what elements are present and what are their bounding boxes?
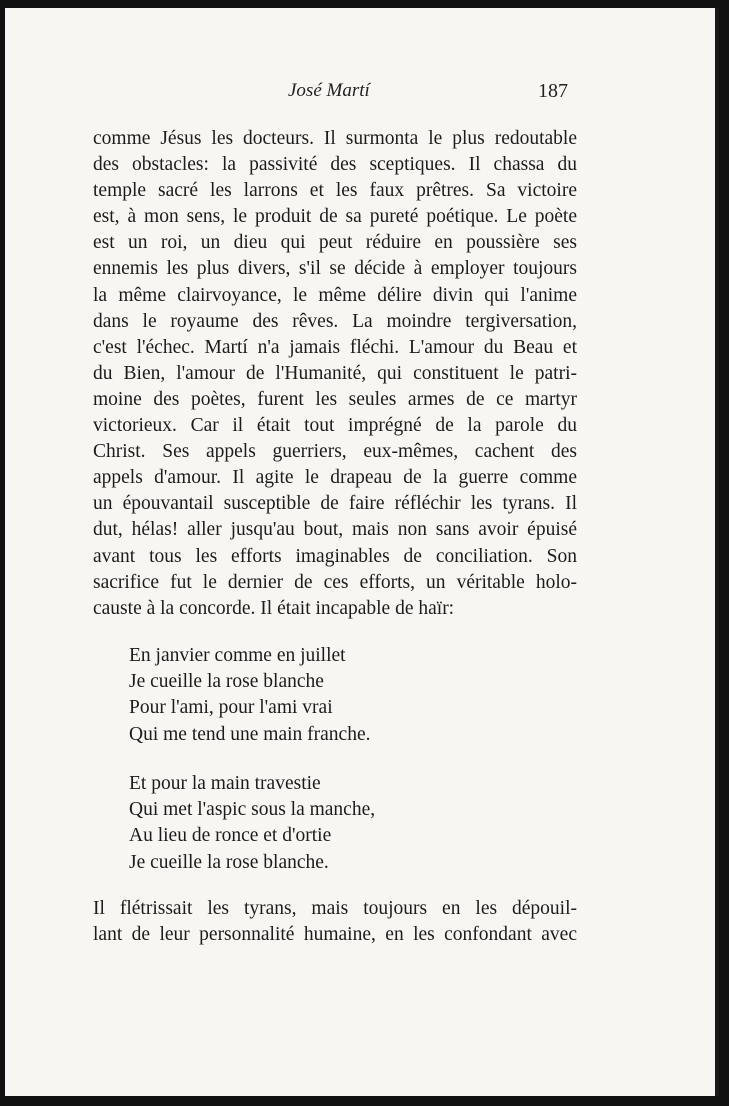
text-line: des obstacles: la passivité des sceptiques. Il chassa du (93, 154, 577, 176)
text-line: la même clairvoyance, le même délire divin qui l'anime (93, 284, 577, 306)
text-line: c'est l'échec. Martí n'a jamais fléchi. L'amour du Beau et (93, 336, 577, 358)
verse-line: Et pour la main travestie (129, 773, 321, 794)
text-line: dut, hélas! aller jusqu'au bout, mais non sans avoir épuisé (93, 519, 577, 541)
running-head (5, 80, 719, 110)
text-line: dans le royaume des rêves. La moindre tergiversation, (93, 310, 577, 332)
poem-stanza-1 (129, 643, 489, 748)
verse-line: Je cueille la rose blanche (129, 671, 324, 693)
verse-line: Au lieu de ronce et d'ortie (129, 825, 332, 847)
text-line: est, à mon sens, le produit de sa pureté poétique. Le poète (93, 206, 577, 228)
text-line: victorieux. Car il était tout imprégné de la parole du (93, 415, 577, 437)
text-line: un épouvantail susceptible de faire réfléchir les tyrans. Il (93, 493, 577, 515)
page-number: 187 (538, 80, 568, 102)
paragraph-2 (93, 896, 577, 948)
text-line: sacrifice fut le dernier de ces efforts, un véritable holo- (93, 571, 577, 593)
text-line: ennemis les plus divers, s'il se décide à employer toujours (93, 258, 577, 280)
text-line: Il flétrissait les tyrans, mais toujours en les dépouil- (93, 898, 577, 919)
running-title: José Martí (288, 80, 370, 101)
verse-line: Pour l'ami, pour l'ami vrai (129, 697, 333, 719)
text-line: temple sacré les larrons et les faux prêtres. Sa victoire (93, 180, 577, 202)
paragraph-1 (93, 126, 577, 622)
text-line: lant de leur personnalité humaine, en les confondant avec (93, 924, 577, 946)
verse-line: Qui met l'aspic sous la manche, (129, 799, 376, 821)
poem-stanza-2 (129, 771, 489, 876)
text-line: comme Jésus les docteurs. Il surmonta le plus redoutable (93, 128, 577, 149)
text-line: appels d'amour. Il agite le drapeau de la guerre comme (93, 467, 577, 489)
text-line: du Bien, l'amour de l'Humanité, qui constituent le patri- (93, 362, 577, 384)
text-line: est un roi, un dieu qui peut réduire en poussière ses (93, 232, 577, 254)
text-line: causte à la concorde. Il était incapable de haïr: (93, 597, 455, 619)
text-line: Christ. Ses appels guerriers, eux-mêmes, cachent des (93, 441, 577, 463)
verse-line: Je cueille la rose blanche. (129, 851, 329, 873)
book-page (5, 8, 719, 1096)
text-line: moine des poètes, furent les seules armes de ce martyr (93, 388, 577, 410)
text-line: avant tous les efforts imaginables de conciliation. Son (93, 545, 577, 567)
verse-line: Qui me tend une main franche. (129, 723, 371, 745)
verse-line: En janvier comme en juillet (129, 645, 346, 666)
